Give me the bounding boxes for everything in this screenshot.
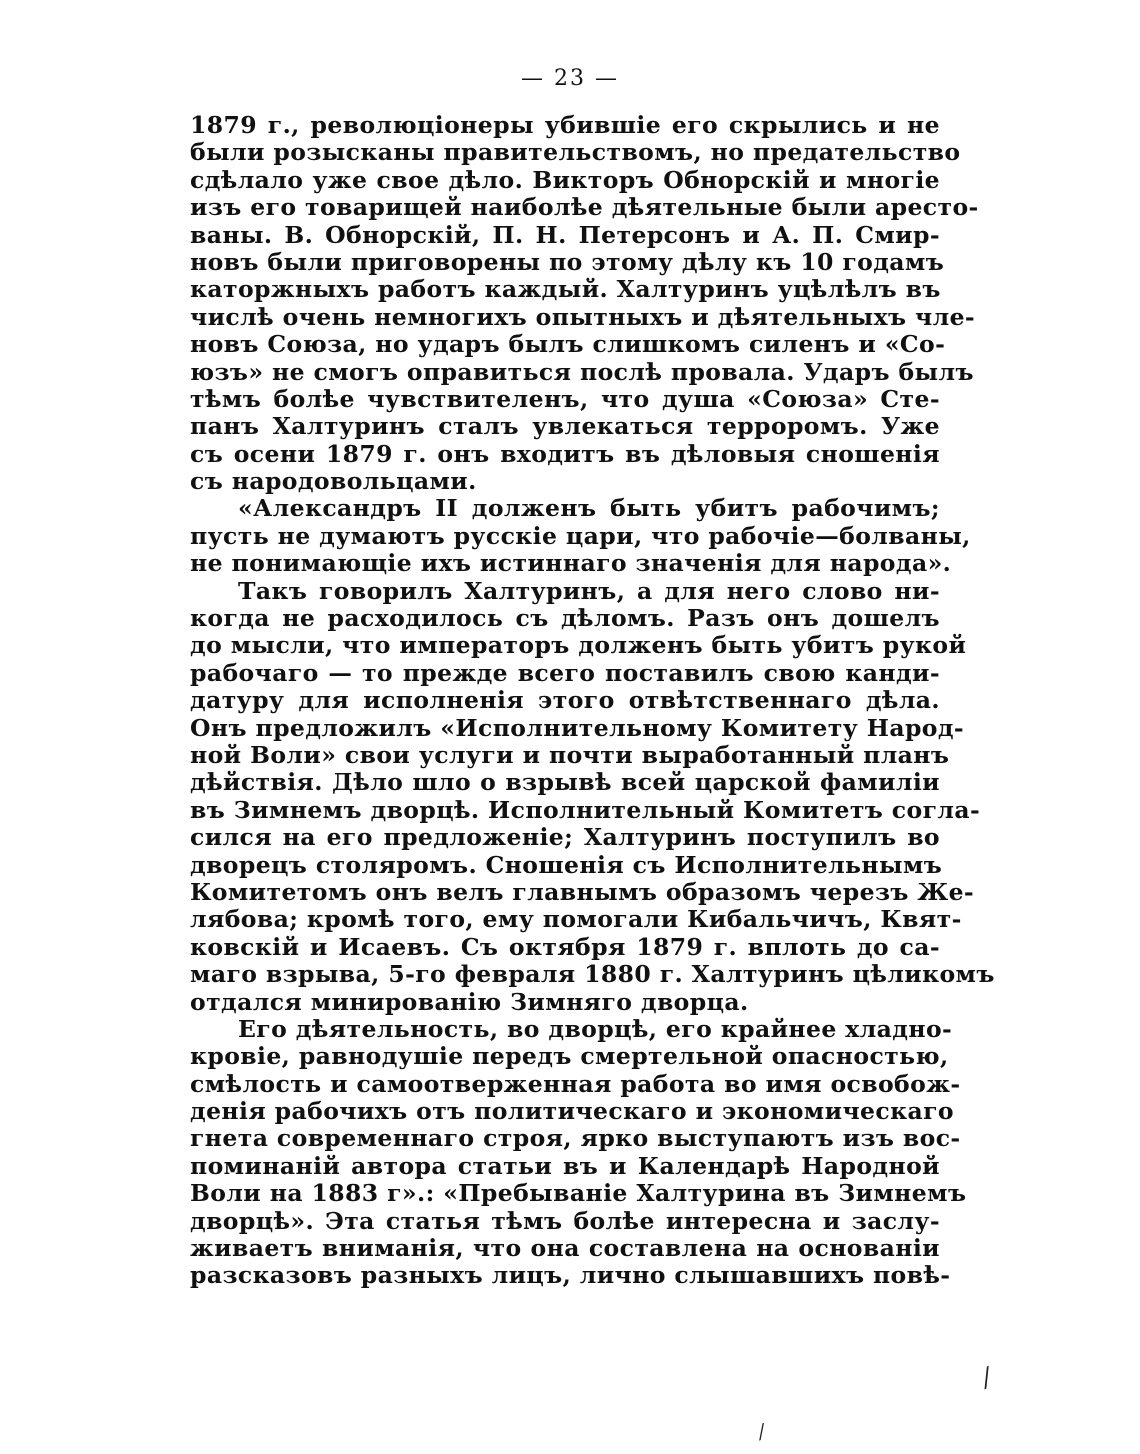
text-line: смѣлость и самоотверженная работа во имя освобож-: [190, 1069, 961, 1098]
text-line: Онъ предложилъ «Исполнительному Комитету Народ-: [190, 713, 965, 742]
text-line: денія рабочихъ отъ политическаго и экономическаго: [190, 1097, 954, 1126]
text-line: 1879 г., революціонеры убившіе его скрылись и не: [190, 111, 940, 139]
text-line: съ осени 1879 г. онъ входитъ въ дѣловыя сношенія: [190, 439, 940, 468]
text-line: дворецъ столяромъ. Сношенія съ Исполнительнымъ: [190, 850, 943, 879]
text-line: тѣмъ болѣе чувствителенъ, что душа «Союза» Сте-: [190, 384, 940, 413]
text-line: отдался минированію Зимняго дворца.: [190, 987, 749, 1016]
text-line: числѣ очень немногихъ опытныхъ и дѣятельныхъ чле-: [190, 302, 976, 331]
text-line: кровіе, равнодушіе передъ смертельной опасностью,: [190, 1042, 949, 1071]
text-line: ной Воли» свои услуги и почти выработанный планъ: [190, 740, 950, 769]
text-line: маго взрыва, 5-го февраля 1880 г. Халтуринъ цѣликомъ: [190, 960, 995, 989]
text-line: живаетъ вниманія, что она составлена на основаніи: [190, 1234, 940, 1263]
text-line: Такъ говорилъ Халтуринъ, а для него слово ни-: [238, 576, 940, 605]
text-line: дѣйствія. Дѣло шло о взрывѣ всей царской фамиліи: [190, 768, 940, 797]
text-line: изъ его товарищей наиболѣе дѣятельные были аресто-: [190, 193, 979, 222]
text-line: когда не расходилось съ дѣломъ. Разъ онъ дошелъ: [190, 604, 940, 633]
text-line: съ народовольцами.: [190, 467, 477, 496]
text-line: до мысли, что императоръ долженъ быть убитъ рукой: [190, 631, 967, 660]
text-line: панъ Халтуринъ сталъ увлекаться терроромъ. Уже: [190, 412, 940, 441]
text-line: ваны. В. Обнорскій, П. Н. Петерсонъ и А. П. Смир-: [190, 220, 940, 249]
text-line: новъ были приговорены по этому дѣлу къ 10 годамъ: [190, 247, 945, 276]
text-line: сился на его предложеніе; Халтуринъ поступилъ во: [190, 823, 940, 852]
text-line: юзъ» не смогъ оправиться послѣ провала. Ударъ былъ: [190, 357, 974, 386]
text-line: разсказовъ разныхъ лицъ, лично слышавшихъ повѣ-: [190, 1261, 951, 1290]
text-line: датуру для исполненія этого отвѣтственнаго дѣла.: [190, 686, 940, 715]
text-line: Воли на 1883 г».: «Пребываніе Халтурина въ Зимнемъ: [190, 1179, 967, 1208]
text-line: «Александръ II долженъ быть убитъ рабочимъ;: [238, 494, 940, 523]
text-line: дворцѣ». Эта статья тѣмъ болѣе интересна и заслу-: [190, 1206, 940, 1235]
text-line: были розысканы правительствомъ, но предательство: [190, 138, 961, 167]
text-line: сдѣлало уже свое дѣло. Викторъ Обнорскій и многіе: [190, 165, 940, 194]
text-line: лябова; кромѣ того, ему помогали Кибальчичъ, Квят-: [190, 905, 962, 934]
text-line: Его дѣятельность, во дворцѣ, его крайнее хладно-: [238, 1014, 953, 1043]
text-line: новъ Союза, но ударъ былъ слишкомъ силенъ и «Со-: [190, 330, 946, 359]
text-line: не понимающіе ихъ истиннаго значенія для народа».: [190, 549, 952, 578]
text-line: поминаній автора статьи въ и Календарѣ Народной: [190, 1151, 940, 1180]
text-line: каторжныхъ работъ каждый. Халтуринъ уцѣлѣлъ въ: [190, 275, 941, 304]
text-line: рабочаго — то прежде всего поставилъ свою канди-: [190, 658, 940, 687]
text-line: въ Зимнемъ дворцѣ. Исполнительный Комитетъ согла-: [190, 795, 981, 824]
ink-mark: ⁄: [755, 1420, 768, 1444]
text-line: пусть не думаютъ русскіе цари, что рабочіе—болваны,: [190, 521, 971, 550]
text-line: Комитетомъ онъ велъ главнымъ образомъ черезъ Же-: [190, 877, 975, 906]
page-number: — 23 —: [521, 66, 619, 91]
body-text: [190, 111, 995, 1290]
ink-mark: ⁄: [978, 1364, 996, 1394]
text-line: гнета современнаго строя, ярко выступаютъ изъ вос-: [190, 1124, 961, 1153]
text-line: ковскій и Исаевъ. Съ октября 1879 г. вплоть до са-: [190, 932, 940, 961]
